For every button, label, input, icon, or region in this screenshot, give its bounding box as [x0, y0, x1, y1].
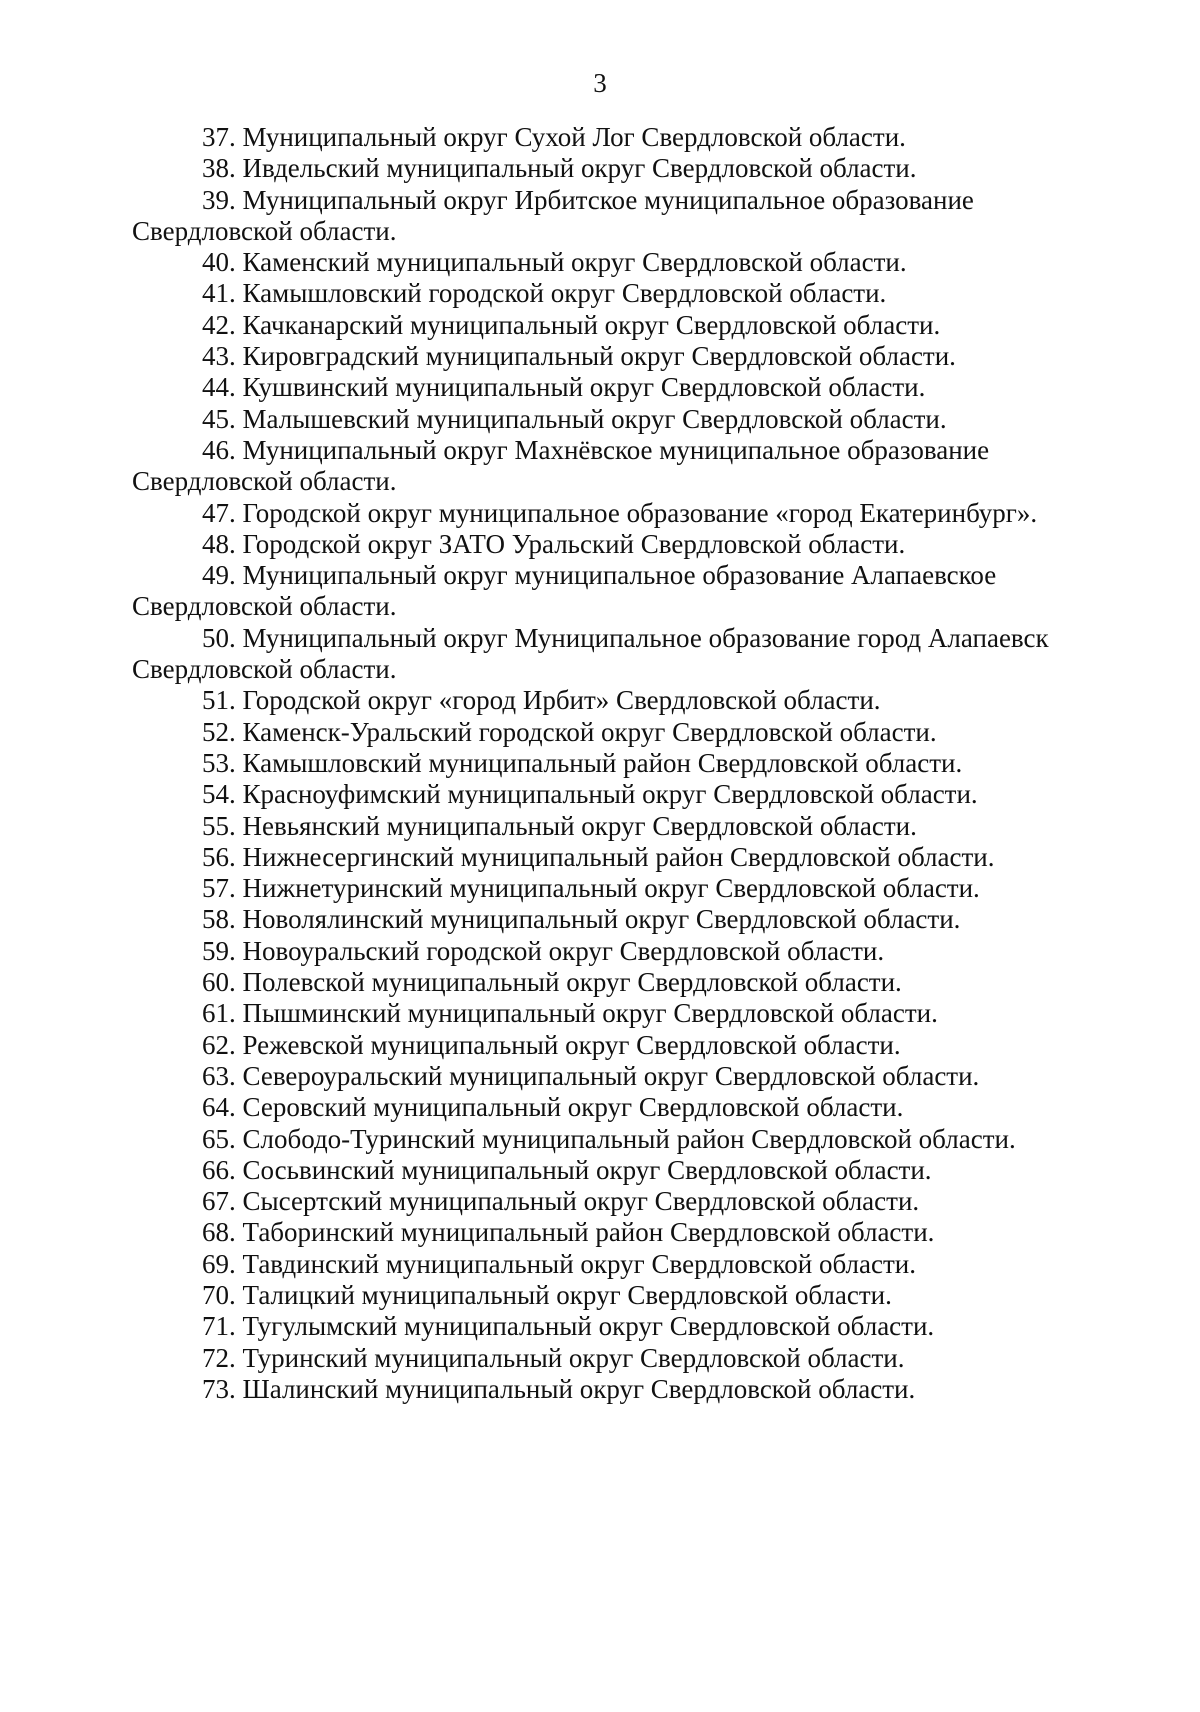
list-item: 43. Кировградский муниципальный округ Свердловской области. — [202, 341, 956, 372]
list-item: 47. Городской округ муниципальное образование «город Екатеринбург». — [202, 497, 1038, 528]
list-item: 70. Талицкий муниципальный округ Свердловской области. — [202, 1279, 892, 1310]
list-item: 38. Ивдельский муниципальный округ Свердловской области. — [202, 153, 917, 184]
list-item: 42. Качканарский муниципальный округ Свердловской области. — [202, 309, 941, 340]
list-item: 50. Муниципальный округ Муниципальное образование город Алапаевск Свердловской области. — [132, 622, 1049, 685]
list-item: 53. Камышловский муниципальный район Свердловской области. — [202, 747, 963, 778]
list-item: 64. Серовский муниципальный округ Свердловской области. — [202, 1092, 904, 1123]
list-item: 72. Туринский муниципальный округ Свердловской области. — [202, 1342, 905, 1373]
list-item: 60. Полевской муниципальный округ Свердловской области. — [202, 967, 902, 998]
list-item: 63. Североуральский муниципальный округ Свердловской области. — [202, 1060, 980, 1091]
list-item: 57. Нижнетуринский муниципальный округ Свердловской области. — [202, 873, 980, 904]
list-item: 73. Шалинский муниципальный округ Свердловской области. — [202, 1373, 916, 1404]
list-item: 65. Слободо-Туринский муниципальный район Свердловской области. — [202, 1123, 1016, 1154]
list-item: 59. Новоуральский городской округ Свердловской области. — [202, 935, 885, 966]
list-item: 44. Кушвинский муниципальный округ Свердловской области. — [202, 372, 926, 403]
list-item: 46. Муниципальный округ Махнёвское муниципальное образование Свердловской области. — [132, 434, 990, 497]
list-item: 69. Тавдинский муниципальный округ Свердловской области. — [202, 1248, 916, 1279]
list-item: 52. Каменск-Уральский городской округ Свердловской области. — [202, 716, 937, 747]
list-item: 40. Каменский муниципальный округ Свердловской области. — [202, 247, 907, 278]
list-item: 39. Муниципальный округ Ирбитское муниципальное образование Свердловской области. — [132, 184, 974, 246]
list-item: 37. Муниципальный округ Сухой Лог Свердловской области. — [202, 122, 906, 152]
list-item: 71. Тугулымский муниципальный округ Свердловской области. — [202, 1311, 935, 1342]
municipality-list — [132, 122, 1132, 1405]
list-item: 45. Малышевский муниципальный округ Свердловской области. — [202, 403, 947, 434]
list-item: 66. Сосьвинский муниципальный округ Свердловской области. — [202, 1154, 932, 1185]
list-item: 55. Невьянский муниципальный округ Свердловской области. — [202, 810, 917, 841]
list-item: 51. Городской округ «город Ирбит» Свердловской области. — [202, 685, 881, 716]
list-item: 58. Новолялинский муниципальный округ Свердловской области. — [202, 904, 961, 935]
list-item: 68. Таборинский муниципальный район Свердловской области. — [202, 1217, 935, 1248]
list-item: 41. Камышловский городской округ Свердловской области. — [202, 278, 887, 309]
list-item: 67. Сысертский муниципальный округ Свердловской области. — [202, 1186, 920, 1217]
page-number: 3 — [593, 68, 607, 98]
list-item: 49. Муниципальный округ муниципальное образование Алапаевское Свердловской области. — [132, 560, 997, 622]
list-item: 62. Режевской муниципальный округ Свердловской области. — [202, 1029, 901, 1060]
list-item: 56. Нижнесергинский муниципальный район Свердловской области. — [202, 841, 995, 872]
list-item: 48. Городской округ ЗАТО Уральский Свердловской области. — [202, 528, 906, 559]
list-item: 61. Пышминский муниципальный округ Свердловской области. — [202, 998, 938, 1029]
list-item: 54. Красноуфимский муниципальный округ Свердловской области. — [202, 779, 978, 810]
